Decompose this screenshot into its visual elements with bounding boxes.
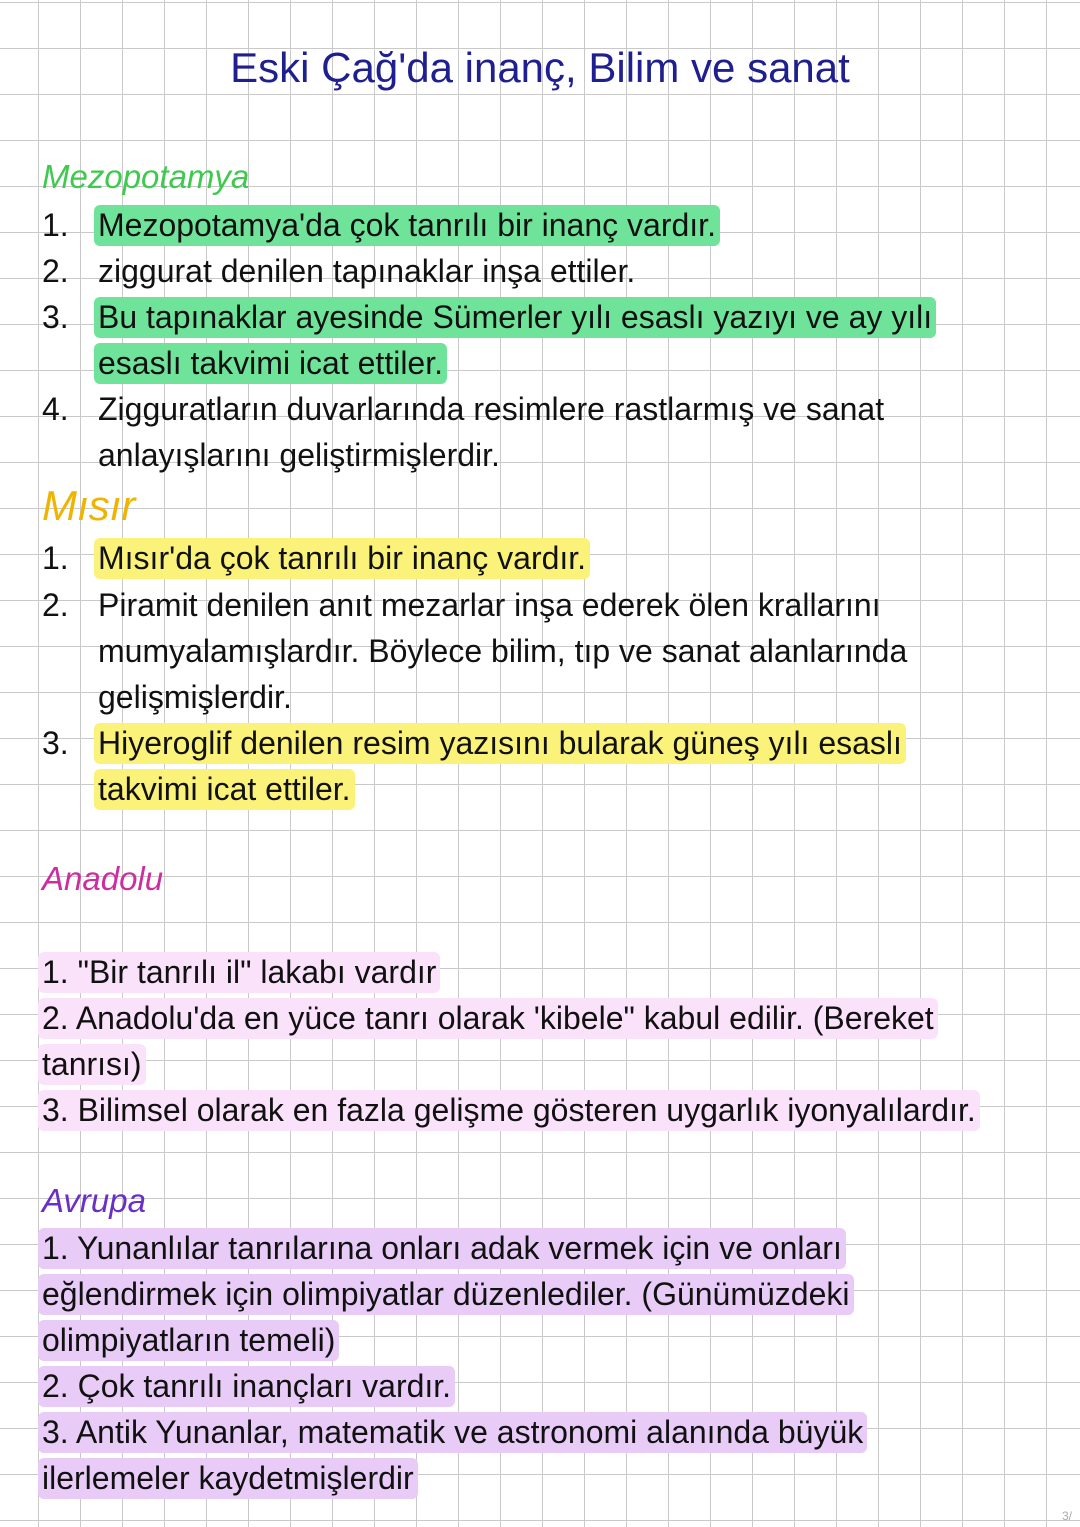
list-item-text: Mezopotamya'da çok tanrılı bir inanç vardır. bbox=[94, 205, 720, 246]
list-item-text: 2. Anadolu'da en yüce tanrı olarak 'kibele" kabul edilir. (Bereket bbox=[38, 998, 938, 1039]
list-item-text: Bu tapınaklar ayesinde Sümerler yılı esaslı yazıyı ve ay yılı bbox=[94, 297, 936, 338]
list-item-text: Mısır'da çok tanrılı bir inanç vardır. bbox=[94, 538, 590, 579]
list-number: 1. bbox=[42, 207, 69, 243]
list-item-text: ilerlemeler kaydetmişlerdir bbox=[38, 1458, 418, 1499]
section-heading-misir: Mısır bbox=[42, 482, 136, 529]
list-number: 2. bbox=[42, 587, 69, 623]
list-number: 3. bbox=[42, 299, 69, 335]
list-item-text: eğlendirmek için olimpiyatlar düzenlediler. (Günümüzdeki bbox=[38, 1274, 854, 1315]
section-heading-anadolu: Anadolu bbox=[42, 860, 164, 897]
list-item-text: 3. Bilimsel olarak en fazla gelişme gösteren uygarlık iyonyalılardır. bbox=[38, 1090, 980, 1131]
list-number: 4. bbox=[42, 391, 69, 427]
section-heading-mezopotamya: Mezopotamya bbox=[42, 158, 250, 195]
list-item-text: takvimi icat ettiler. bbox=[94, 769, 355, 810]
list-item-text: olimpiyatların temeli) bbox=[38, 1320, 339, 1361]
list-item-text: Hiyeroglif denilen resim yazısını bularak güneş yılı esaslı bbox=[94, 723, 906, 764]
list-item-text: gelişmişlerdir. bbox=[98, 679, 292, 715]
list-item-text: Piramit denilen anıt mezarlar inşa ederek ölen krallarını bbox=[98, 587, 881, 623]
list-item-text: mumyalamışlardır. Böylece bilim, tıp ve sanat alanlarında bbox=[98, 633, 908, 669]
list-item-text: esaslı takvimi icat ettiler. bbox=[94, 343, 447, 384]
list-item-text: tanrısı) bbox=[38, 1044, 146, 1085]
list-item-text: 1. Yunanlılar tanrılarına onları adak vermek için ve onları bbox=[38, 1228, 846, 1269]
list-number: 1. bbox=[42, 540, 69, 576]
list-item-text: 1. "Bir tanrılı il" lakabı vardır bbox=[38, 952, 440, 993]
list-item-text: ziggurat denilen tapınaklar inşa ettiler. bbox=[98, 253, 636, 289]
list-number: 2. bbox=[42, 253, 69, 289]
list-number: 3. bbox=[42, 725, 69, 761]
list-item-text: Zigguratların duvarlarında resimlere rastlarmış ve sanat bbox=[98, 391, 885, 427]
list-item-text: anlayışlarını geliştirmişlerdir. bbox=[98, 437, 500, 473]
list-item-text: 2. Çok tanrılı inançları vardır. bbox=[38, 1366, 455, 1407]
page-title: Eski Çağ'da inanç, Bilim ve sanat bbox=[230, 44, 850, 91]
page-number: 3/ bbox=[1061, 1509, 1072, 1523]
list-item-text: 3. Antik Yunanlar, matematik ve astronomi alanında büyük bbox=[38, 1412, 867, 1453]
section-heading-avrupa: Avrupa bbox=[42, 1182, 146, 1219]
